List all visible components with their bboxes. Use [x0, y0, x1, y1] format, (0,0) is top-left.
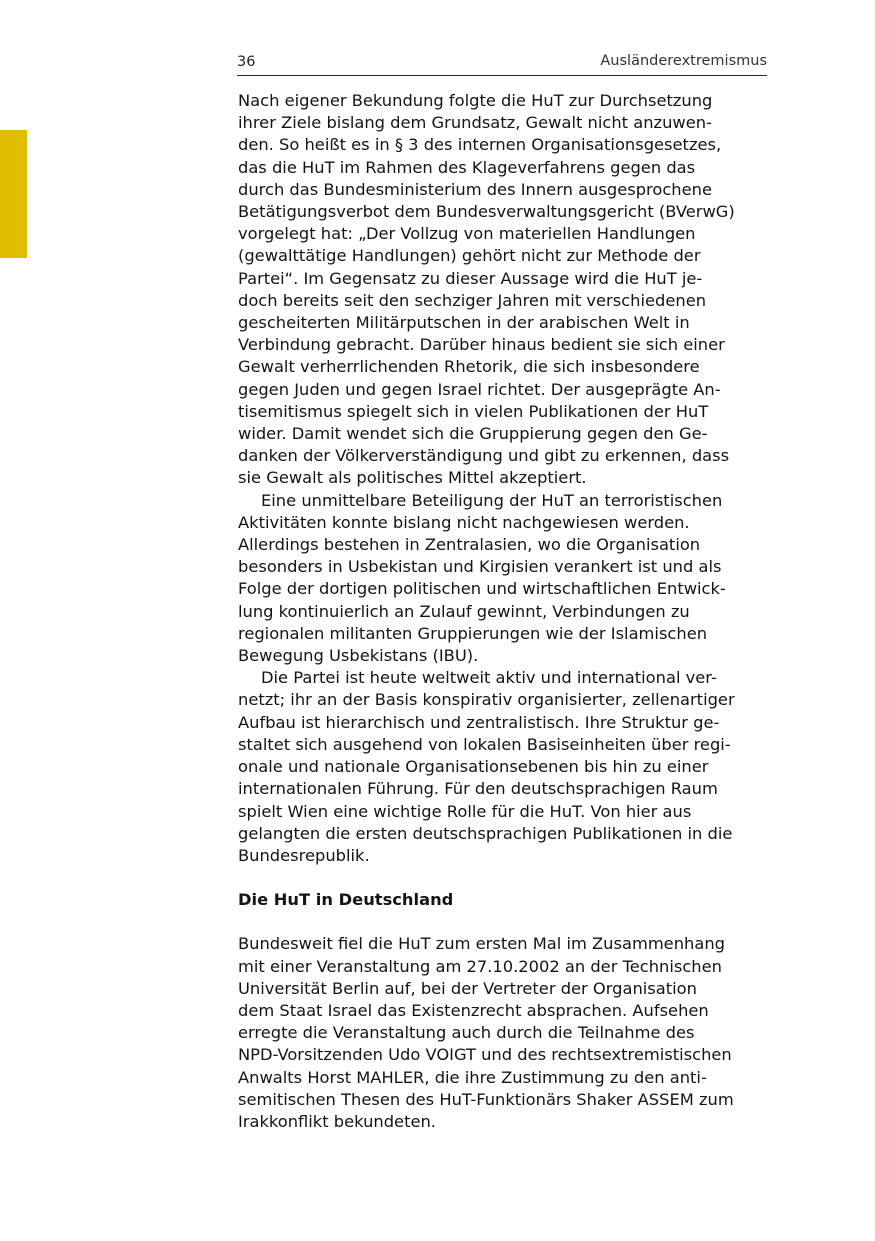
text-line: Betätigungsverbot dem Bundesverwaltungsgericht (BVerwG) [238, 202, 735, 222]
text-line: das die HuT im Rahmen des Klageverfahrens gegen das [238, 157, 696, 177]
text-line: lung kontinuierlich an Zulauf gewinnt, Verbindungen zu [238, 601, 690, 621]
text-line: Gewalt verherrlichenden Rhetorik, die sich insbesondere [238, 357, 700, 377]
text-line: NPD-Vorsitzenden Udo VOIGT und des rechtsextremistischen [238, 1045, 732, 1065]
text-line: Eine unmittelbare Beteiligung der HuT an terroristischen [261, 490, 723, 510]
section-spacer [238, 911, 768, 933]
text-line: netzt; ihr an der Basis konspirativ organisierter, zellenartiger [238, 690, 735, 710]
chapter-tab-marker [0, 130, 27, 258]
text-line: tisemitismus spiegelt sich in vielen Publikationen der HuT [238, 401, 709, 421]
paragraph-1 [238, 90, 768, 490]
body-text [238, 90, 768, 1133]
page-number: 36 [237, 54, 256, 70]
text-line: durch das Bundesministerium des Innern ausgesprochene [238, 179, 712, 199]
section-heading: Die HuT in Deutschland [238, 890, 454, 910]
text-line: regionalen militanten Gruppierungen wie der Islamischen [238, 623, 708, 643]
text-line: wider. Damit wendet sich die Gruppierung gegen den Ge- [238, 424, 708, 444]
paragraph-2 [238, 490, 768, 668]
text-line: sie Gewalt als politisches Mittel akzeptiert. [238, 468, 587, 488]
text-line: staltet sich ausgehend von lokalen Basiseinheiten über regi- [238, 734, 731, 754]
text-line: Partei“. Im Gegensatz zu dieser Aussage wird die HuT je- [238, 268, 703, 288]
text-line: Bundesrepublik. [238, 845, 370, 865]
text-line: gelangten die ersten deutschsprachigen Publikationen in die [238, 823, 733, 843]
text-line: besonders in Usbekistan und Kirgisien verankert ist und als [238, 557, 722, 577]
text-line: ihrer Ziele bislang dem Grundsatz, Gewalt nicht anzuwen- [238, 113, 712, 133]
text-line: Nach eigener Bekundung folgte die HuT zur Durchsetzung [238, 91, 713, 110]
text-line: erregte die Veranstaltung auch durch die Teilnahme des [238, 1023, 695, 1043]
text-line: dem Staat Israel das Existenzrecht absprachen. Aufsehen [238, 1000, 709, 1020]
text-line: Bewegung Usbekistans (IBU). [238, 646, 479, 666]
text-line: (gewalttätige Handlungen) gehört nicht zur Methode der [238, 246, 701, 266]
page-header [237, 50, 767, 76]
text-line: Anwalts Horst MAHLER, die ihre Zustimmung zu den anti- [238, 1067, 707, 1087]
paragraph-3 [238, 667, 768, 867]
text-line: Universität Berlin auf, bei der Vertreter der Organisation [238, 978, 697, 998]
text-line: spielt Wien eine wichtige Rolle für die HuT. Von hier aus [238, 801, 692, 821]
text-line: Aufbau ist hierarchisch und zentralistisch. Ihre Struktur ge- [238, 712, 720, 732]
text-line: Die Partei ist heute weltweit aktiv und international ver- [261, 668, 717, 688]
text-line: Irakkonflikt bekundeten. [238, 1111, 436, 1131]
text-line: internationalen Führung. Für den deutschsprachigen Raum [238, 779, 718, 799]
running-head: Ausländerextremismus [600, 53, 767, 69]
text-line: doch bereits seit den sechziger Jahren mit verschiedenen [238, 290, 707, 310]
text-line: danken der Völkerverständigung und gibt zu erkennen, dass [238, 446, 730, 466]
text-line: Allerdings bestehen in Zentralasien, wo die Organisation [238, 535, 701, 555]
text-line: gegen Juden und gegen Israel richtet. Der ausgeprägte An- [238, 379, 721, 399]
paragraph-4 [238, 933, 768, 1133]
text-line: Folge der dortigen politischen und wirtschaftlichen Entwick- [238, 579, 726, 599]
section-spacer [238, 867, 768, 889]
text-line: den. So heißt es in § 3 des internen Organisationsgesetzes, [238, 135, 722, 155]
text-line: semitischen Thesen des HuT-Funktionärs Shaker ASSEM zum [238, 1089, 734, 1109]
text-line: Bundesweit fiel die HuT zum ersten Mal im Zusammenhang [238, 934, 725, 954]
text-line: vorgelegt hat: „Der Vollzug von materiellen Handlungen [238, 224, 696, 244]
text-line: mit einer Veranstaltung am 27.10.2002 an der Technischen [238, 956, 722, 976]
text-line: Verbindung gebracht. Darüber hinaus bedient sie sich einer [238, 335, 725, 355]
text-line: Aktivitäten konnte bislang nicht nachgewiesen werden. [238, 512, 690, 532]
text-line: onale und nationale Organisationsebenen bis hin zu einer [238, 757, 709, 777]
text-line: gescheiterten Militärputschen in der arabischen Welt in [238, 313, 690, 333]
